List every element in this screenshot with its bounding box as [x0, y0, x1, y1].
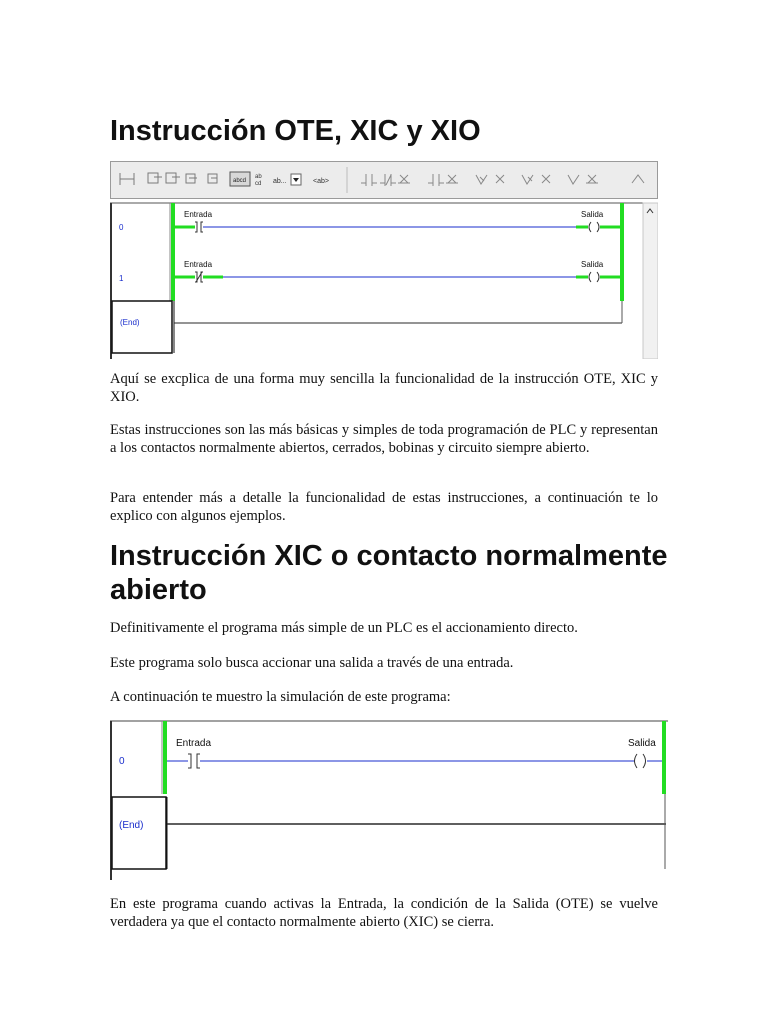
xic-contact: [195, 222, 203, 232]
input-tag: Entrada: [184, 260, 213, 269]
rung-number: 0: [119, 756, 125, 767]
right-power-rail: [620, 203, 624, 301]
toolbar-abcd-text: abcd: [233, 178, 247, 184]
paragraph-simple-program: Definitivamente el programa más simple de un PLC es el accionamiento directo.: [110, 620, 578, 636]
paragraph-examples: Para entender más a detalle la funcionalidad de estas instrucciones, a continuación te lo explico con algunos ejemplos.: [110, 490, 658, 524]
left-power-rail: [171, 203, 175, 301]
text-abcd-button[interactable]: [230, 172, 250, 186]
output-tag: Salida: [628, 738, 656, 749]
rung-0[interactable]: [119, 210, 620, 232]
end-rung[interactable]: [112, 794, 666, 869]
rung-1[interactable]: [119, 260, 620, 283]
rung-number: 0: [119, 223, 124, 232]
ote-coil: [589, 272, 599, 282]
end-rung[interactable]: [112, 301, 622, 353]
output-tag: Salida: [581, 210, 604, 219]
xic-contact: [188, 754, 200, 768]
rung-number: 1: [119, 274, 124, 283]
paragraph-intro: Aquí se excplica de una forma muy sencilla la funcionalidad de la instrucción OTE, XIC y XIO.: [110, 371, 658, 405]
xio-contact: [195, 272, 203, 282]
input-tag: Entrada: [184, 210, 213, 219]
ladder-editor-screenshot-1: [110, 161, 658, 359]
toolbar-cd-text: cd: [255, 181, 262, 187]
output-tag: Salida: [581, 260, 604, 269]
left-power-rail: [163, 721, 167, 794]
toolbar-ab-text: ab: [255, 174, 262, 180]
rung-0[interactable]: [119, 738, 662, 768]
heading-xic-contacto: Instrucción XIC o contacto normalmente abierto: [110, 540, 668, 606]
ladder-area: [110, 203, 658, 359]
paragraph-accionar-salida: Este programa solo busca accionar una salida a través de una entrada.: [110, 655, 514, 671]
toolbar-tag-text[interactable]: <ab>: [313, 178, 329, 185]
end-label: (End): [120, 318, 140, 327]
paragraph-explicacion-ote: En este programa cuando activas la Entrada, la condición de la Salida (OTE) se vuelve verdadera ya que el contacto normalmente abierto (XIC) se cierra.: [110, 896, 658, 930]
ladder-simulation-screenshot: [110, 720, 668, 880]
right-power-rail: [662, 721, 666, 794]
toolbar-combo-text: ab...: [273, 178, 287, 185]
input-tag: Entrada: [176, 738, 212, 749]
paragraph-simulacion: A continuación te muestro la simulación de este programa:: [110, 689, 451, 705]
end-label: (End): [119, 820, 144, 831]
heading-ote-xic-xio: Instrucción OTE, XIC y XIO: [110, 115, 481, 147]
ote-coil: [589, 222, 599, 232]
paragraph-basic-instructions: Estas instrucciones son las más básicas y simples de toda programación de PLC y representan a los contactos normalmente abiertos, cerrados, bobinas y circuito siempre abierto.: [110, 422, 658, 456]
ladder-toolbar: [110, 161, 658, 199]
ote-coil: [635, 754, 646, 768]
